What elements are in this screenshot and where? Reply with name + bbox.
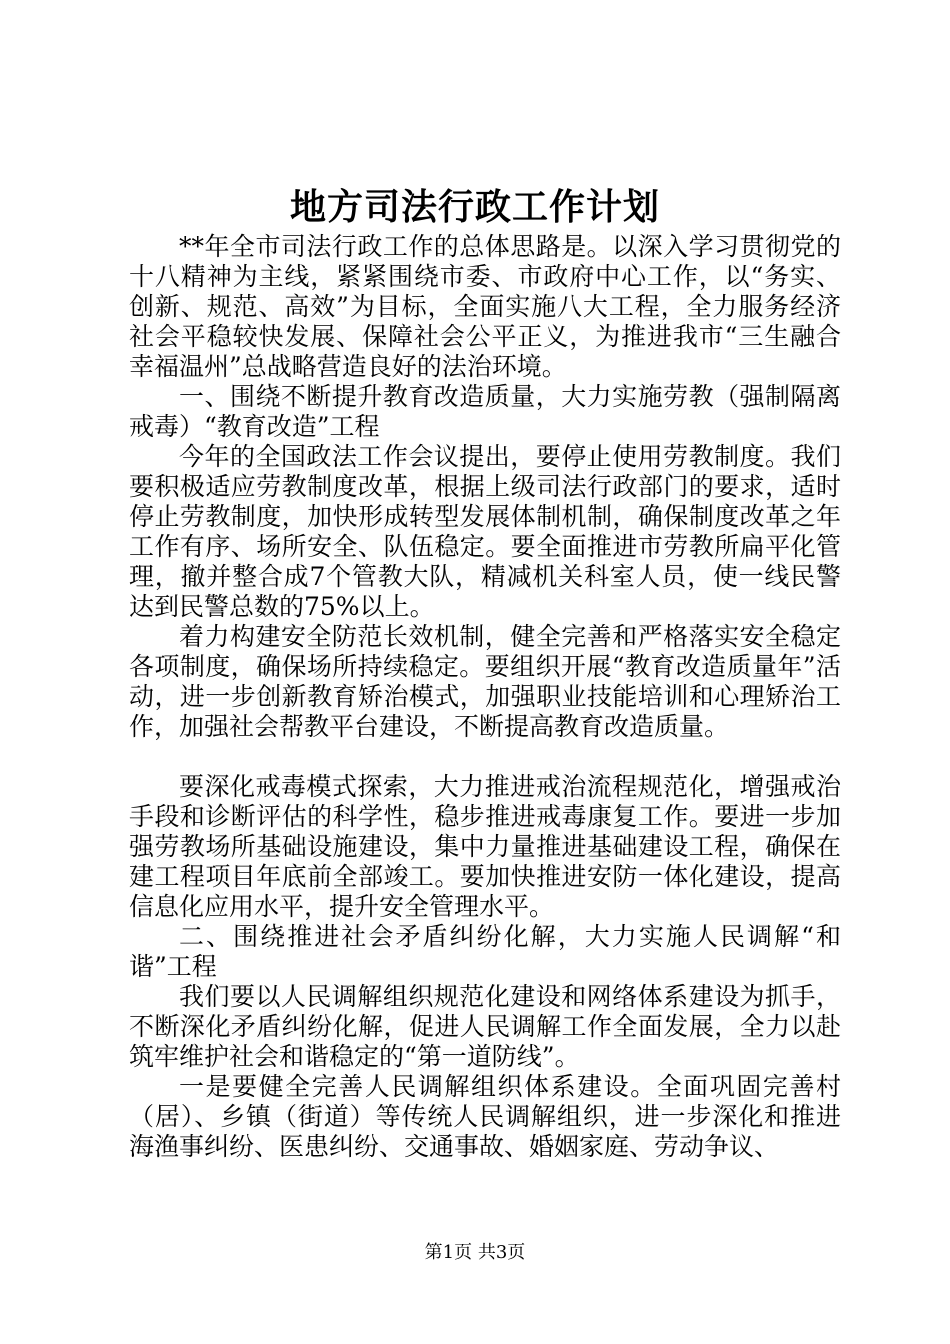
paragraph: 我们要以人民调解组织规范化建设和网络体系建设为抓手，不断深化矛盾纠纷化解，促进人民调解工作全面发展，全力以赴筑牢维护社会和谐稳定的“第一道防线”。 [129, 982, 841, 1071]
section-heading-1: 一、围绕不断提升教育改造质量，大力实施劳教（强制隔离戒毒）“教育改造”工程 [129, 382, 841, 441]
paragraph: 今年的全国政法工作会议提出，要停止使用劳教制度。我们要积极适应劳教制度改革，根据上级司法行政部门的要求，适时停止劳教制度，加快形成转型发展体制机制，确保制度改革之年工作有序、场所安全、队伍稳定。要全面推进市劳教所扁平化管理，撤并整合成7个管教大队，精减机关科室人员，使一线民警达到民警总数的75%以上。 [129, 442, 841, 621]
section-heading-2: 二、围绕推进社会矛盾纠纷化解，大力实施人民调解“和谐”工程 [129, 922, 841, 981]
paragraph-intro: **年全市司法行政工作的总体思路是。以深入学习贯彻党的十八精神为主线，紧紧围绕市委、市政府中心工作，以“务实、创新、规范、高效”为目标，全面实施八大工程，全力服务经济社会平稳较快发展、保障社会公平正义，为推进我市“三生融合幸福温州”总战略营造良好的法治环境。 [129, 232, 841, 381]
document-title: 地方司法行政工作计划 [289, 186, 660, 228]
page-footer: 第1页 共3页 [424, 1242, 526, 1263]
paragraph: 一是要健全完善人民调解组织体系建设。全面巩固完善村（居）、乡镇（街道）等传统人民调解组织，进一步深化和推进海渔事纠纷、医患纠纷、交通事故、婚姻家庭、劳动争议、 [129, 1072, 841, 1161]
document-body [129, 232, 841, 1162]
paragraph: 要深化戒毒模式探索，大力推进戒治流程规范化，增强戒治手段和诊断评估的科学性，稳步推进戒毒康复工作。要进一步加强劳教场所基础设施建设，集中力量推进基础建设工程，确保在建工程项目年底前全部竣工。要加快推进安防一体化建设，提高信息化应用水平，提升安全管理水平。 [129, 772, 841, 921]
paragraph: 着力构建安全防范长效机制，健全完善和严格落实安全稳定各项制度，确保场所持续稳定。要组织开展“教育改造质量年”活动，进一步创新教育矫治模式，加强职业技能培训和心理矫治工作，加强社会帮教平台建设，不断提高教育改造质量。 [129, 622, 841, 741]
